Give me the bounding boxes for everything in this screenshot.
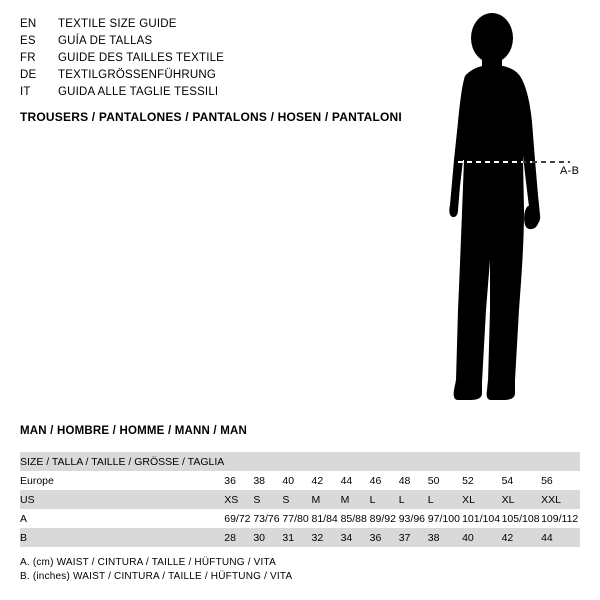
cell <box>428 452 462 471</box>
cell <box>311 452 340 471</box>
language-row <box>20 84 380 101</box>
row-label: B <box>20 528 224 547</box>
cell: M <box>341 490 370 509</box>
language-row <box>20 67 380 84</box>
cell: S <box>282 490 311 509</box>
table-row <box>20 471 580 490</box>
language-text: GUIDE DES TAILLES TEXTILE <box>58 52 225 64</box>
language-list <box>20 16 380 101</box>
cell: 38 <box>428 528 462 547</box>
cell: 38 <box>253 471 282 490</box>
figure-illustration <box>420 10 590 410</box>
cell <box>502 452 542 471</box>
cell: L <box>399 490 428 509</box>
section-title-man: MAN / HOMBRE / HOMME / MANN / MAN <box>20 425 248 437</box>
cell: 105/108 <box>502 509 542 528</box>
table-row <box>20 452 580 471</box>
cell: 52 <box>462 471 502 490</box>
cell: 56 <box>541 471 580 490</box>
cell: XL <box>462 490 502 509</box>
cell: M <box>311 490 340 509</box>
footnote-b: B. (inches) WAIST / CINTURA / TAILLE / HÜFTUNG / VITA <box>20 571 293 582</box>
language-row <box>20 50 380 67</box>
cell: 42 <box>311 471 340 490</box>
cell: 50 <box>428 471 462 490</box>
language-text: TEXTILGRÖSSENFÜHRUNG <box>58 69 216 81</box>
cell: 34 <box>341 528 370 547</box>
cell: XS <box>224 490 253 509</box>
cell: L <box>370 490 399 509</box>
language-row <box>20 16 380 33</box>
cell: 101/104 <box>462 509 502 528</box>
cell <box>253 452 282 471</box>
cell: 97/100 <box>428 509 462 528</box>
table-row <box>20 509 580 528</box>
language-code: FR <box>20 52 36 64</box>
cell <box>224 452 253 471</box>
cell: 89/92 <box>370 509 399 528</box>
table-row <box>20 490 580 509</box>
language-code: DE <box>20 69 37 81</box>
footnotes <box>20 556 292 584</box>
cell: XL <box>502 490 542 509</box>
cell: 44 <box>541 528 580 547</box>
size-table <box>20 452 580 547</box>
cell: L <box>428 490 462 509</box>
language-text: GUIDA ALLE TAGLIE TESSILI <box>58 86 219 98</box>
cell: 40 <box>462 528 502 547</box>
cell <box>462 452 502 471</box>
cell: 69/72 <box>224 509 253 528</box>
table-row <box>20 528 580 547</box>
language-row <box>20 33 380 50</box>
cell <box>370 452 399 471</box>
row-label: A <box>20 509 224 528</box>
cell <box>282 452 311 471</box>
cell: 77/80 <box>282 509 311 528</box>
cell: 37 <box>399 528 428 547</box>
language-code: ES <box>20 35 36 47</box>
language-code: IT <box>20 86 31 98</box>
cell: 46 <box>370 471 399 490</box>
row-label: Europe <box>20 471 224 490</box>
cell: 32 <box>311 528 340 547</box>
cell: 31 <box>282 528 311 547</box>
cell: 44 <box>341 471 370 490</box>
language-text: TEXTILE SIZE GUIDE <box>58 18 177 30</box>
footnote-a: A. (cm) WAIST / CINTURA / TAILLE / HÜFTUNG / VITA <box>20 557 276 568</box>
row-label: US <box>20 490 224 509</box>
cell: XXL <box>541 490 580 509</box>
cell <box>541 452 580 471</box>
cell: 36 <box>370 528 399 547</box>
cell: 40 <box>282 471 311 490</box>
cell: 93/96 <box>399 509 428 528</box>
cell <box>399 452 428 471</box>
cell: 36 <box>224 471 253 490</box>
cell: 109/112 <box>541 509 580 528</box>
cell: S <box>253 490 282 509</box>
cell: 73/76 <box>253 509 282 528</box>
cell: 42 <box>502 528 542 547</box>
language-text: GUÍA DE TALLAS <box>58 35 153 47</box>
cell: 48 <box>399 471 428 490</box>
language-code: EN <box>20 18 37 30</box>
cell: 81/84 <box>311 509 340 528</box>
row-label: SIZE / TALLA / TAILLE / GRÖSSE / TAGLIA <box>20 452 224 471</box>
male-silhouette-icon <box>420 10 590 410</box>
garment-title: TROUSERS / PANTALONES / PANTALONS / HOSEN / PANTALONI <box>20 110 402 124</box>
cell: 85/88 <box>341 509 370 528</box>
cell: 30 <box>253 528 282 547</box>
cell: 54 <box>502 471 542 490</box>
cell: 28 <box>224 528 253 547</box>
cell <box>341 452 370 471</box>
measure-label-ab: A-B <box>560 165 580 177</box>
